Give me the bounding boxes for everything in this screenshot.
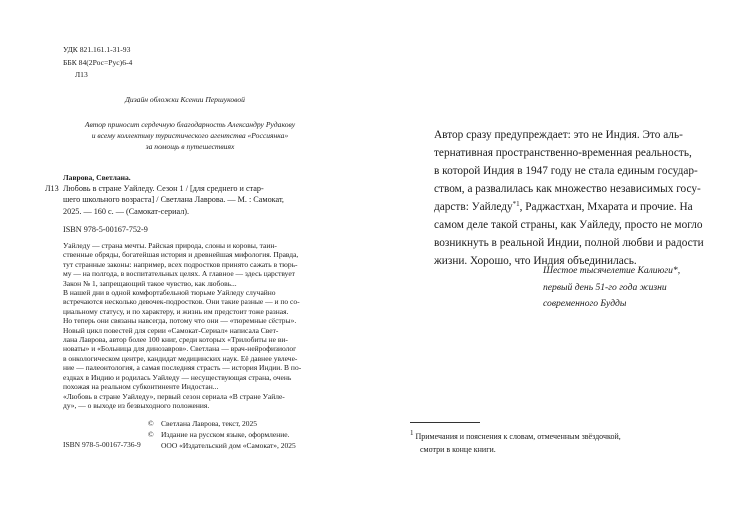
classification-block (63, 44, 132, 82)
foreword-text (434, 126, 734, 270)
annotation-line: Закон № 1, запрещающий такое чувство, как любовь... (63, 278, 237, 288)
footnote-reference[interactable]: *1 (512, 200, 520, 208)
isbn: ISBN 978-5-00167-752-9 (63, 225, 148, 234)
footnote-line: смотри в конце книги. (420, 445, 496, 454)
annotation-line: ние — палеонтология, а самая последняя страсть — история Индии. В по- (63, 363, 302, 373)
thanks-line: и всему коллективу туристического агентства «Россиянка» (91, 131, 289, 141)
footnote (410, 430, 720, 456)
foreword-fragment: дарств: Уайледу (434, 201, 513, 213)
epigraph-line: Шестое тысячелетие Калиюги*, (543, 265, 681, 276)
copyright-text: Светлана Лаврова, текст, 2025 (161, 419, 258, 428)
record-line: шего школьного возраста] / Светлана Лаврова. — М. : Самокат, (63, 195, 284, 205)
copyright-line (148, 418, 296, 429)
foreword-line: ством, а развалилась как множество независимых госу- (434, 183, 701, 195)
annotation (63, 241, 345, 410)
foreword-line: возникнуть в реальной Индии, полной любви и радости (434, 237, 704, 249)
annotation-line: циальному статусу, и по характеру, и жизнь им предстоит тоже разная. (63, 306, 289, 316)
bbk-code: ББК 84(2Рос=Рус)6-4 (63, 57, 133, 67)
foreword-line: тернативная пространственно-временная реальность, (434, 147, 692, 159)
annotation-line: В нашей дни в одной комфортабельной тюрьме Уайледу случайно (63, 288, 276, 298)
bibliographic-record (45, 183, 345, 217)
annotation-line: лана Лаврова, автор более 100 книг, среди которых «Трилобиты не ви- (63, 335, 288, 345)
udk-code: УДК 821.161.1-31-93 (63, 45, 131, 54)
annotation-line: тут странные законы: например, всех подростков принято сажать в тюрь- (63, 259, 298, 269)
record-line: Любовь в стране Уайледу. Сезон 1 / [для среднего и стар- (63, 184, 264, 193)
foreword-line: жизни. Хорошо, что Индия объединилась. (434, 255, 637, 267)
copyright-line (148, 440, 296, 451)
epigraph-line: первый день 51-го года жизни (543, 281, 667, 293)
foreword-line: в которой Индия в 1947 году не стала единым государ- (434, 165, 698, 177)
cover-designer-credit: Дизайн обложки Ксении Першуковой (125, 95, 245, 104)
right-page (375, 0, 750, 527)
copyright-symbol: © (148, 430, 154, 439)
record-line: 2025. — 160 с. — (Самокат-сериал). (63, 206, 190, 216)
footnote-text: Примечания и пояснения к словам, отмеченным звёздочкой, (415, 432, 621, 441)
author-heading: Лаврова, Светлана. (63, 173, 131, 182)
annotation-line: ду», — о выходе из безвыходного положения. (63, 400, 210, 410)
footnote-line (410, 430, 720, 443)
annotation-line: встречаются несколько девочек-подростков. Они такие разные — и по со- (63, 297, 300, 307)
annotation-line: похожая на реальном субконтиненте Индостан... (63, 382, 219, 392)
annotation-line: Уайледу — страна мечты. Райская природа, слоны и коровы, таин- (63, 241, 277, 250)
foreword-line (434, 198, 734, 216)
epigraph (543, 263, 743, 313)
copyright-line (148, 429, 296, 440)
copyright-text: Издание на русском языке, оформление. (161, 430, 290, 439)
copyright-symbol: © (148, 419, 154, 428)
thanks-line: Автор приносит сердечную благодарность Александру Рудакову (84, 120, 296, 129)
annotation-line: новаты» и «Больница для динозавров». Светлана — врач-нейрофизиолог (63, 344, 297, 354)
epigraph-line: современного Будды (543, 298, 627, 309)
record-code: Л13 (45, 184, 59, 193)
annotation-line: в онкологическом центре, кандидат медицинских наук. Её давнее увлече- (63, 353, 298, 363)
foreword-fragment: , Раджастхан, Мхарата и прочие. На (519, 201, 693, 213)
foreword-line: самом деле такой страны, как Уайледу, просто не могло (434, 219, 703, 231)
annotation-line: Новый цикл повестей для серии «Самокат-Сериал» написала Свет- (63, 325, 279, 335)
foreword-line: Автор сразу предупреждает: это не Индия. Это аль- (434, 129, 683, 141)
annotation-line: му — на полгода, в воспитательных целях. А главное — здесь царствует (63, 269, 295, 279)
annotation-line: Но теперь они связаны навсегда, потому что они — «тюремные сёстры». (63, 316, 297, 326)
thanks-line: за помощь в путешествиях (145, 142, 235, 152)
footnote-mark: 1 (410, 429, 414, 437)
acknowledgement (60, 119, 320, 153)
isbn-bottom: ISBN 978-5-00167-736-9 (63, 440, 141, 449)
annotation-line: ственные обряды, богатейшая история и древнейшая мифология. Правда, (63, 250, 299, 260)
copyright-block (148, 418, 296, 451)
annotation-line: ездках в Индию и родилась Уайледу — несуществующая страна, очень (63, 372, 292, 382)
copyright-text: ООО «Издательский дом «Самокат», 2025 (161, 441, 296, 450)
annotation-line: «Любовь в стране Уайледу», первый сезон сериала «В стране Уайле- (63, 391, 285, 401)
footnote-divider (410, 422, 480, 423)
author-mark: Л13 (75, 70, 88, 80)
